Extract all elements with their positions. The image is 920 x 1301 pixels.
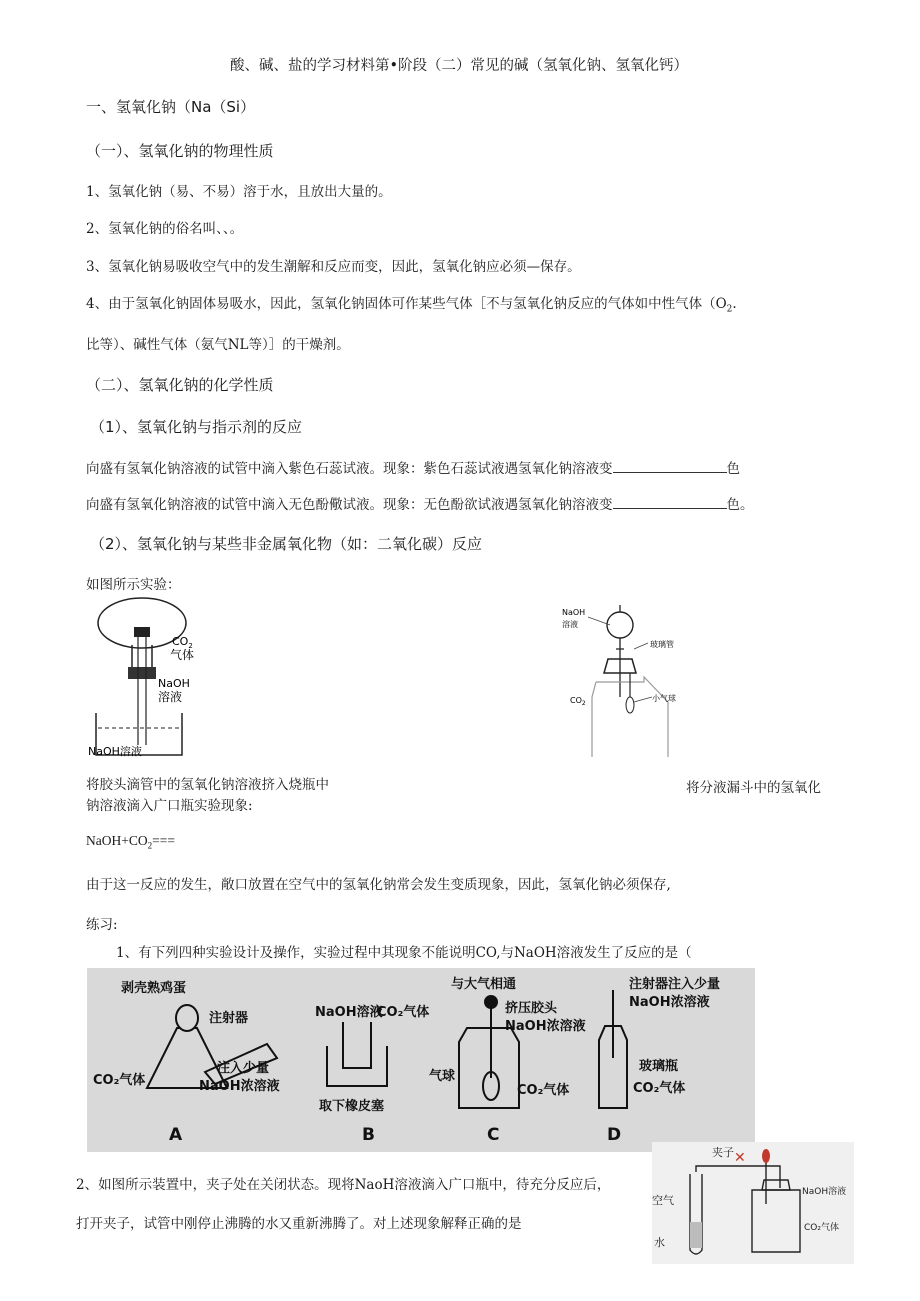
indicator-phenol-line — [86, 493, 754, 513]
subsection-chemical-properties: （二）、氢氧化钠的化学性质 — [86, 376, 274, 394]
practice-heading: 练习: — [86, 917, 118, 933]
fig1-co2-label: $CO_2$ — [172, 635, 193, 650]
fig3-co2-label: CO₂气体 — [804, 1223, 839, 1233]
equation-text: NaOH+CO — [86, 833, 148, 848]
panel-a-inject-label: 注入少量 — [217, 1061, 270, 1076]
indicator-phenol-end: 色。 — [726, 497, 754, 513]
caption-right: 将分液漏斗中的氢氧化 — [686, 780, 821, 796]
panel-b-co2-label: CO₂气体 — [377, 1005, 430, 1020]
panel-a-egg-label: 剥壳熟鸡蛋 — [121, 981, 187, 996]
equation-end: === — [152, 833, 175, 848]
panel-d-bottle-label: 玻璃瓶 — [639, 1059, 679, 1074]
panel-a-letter: A — [169, 1125, 183, 1145]
answer-blank[interactable] — [613, 496, 727, 509]
panel-b-stopper-label: 取下橡皮塞 — [319, 1099, 385, 1114]
panel-c-balloon-label: 气球 — [429, 1069, 456, 1084]
clip-apparatus-figure — [652, 1142, 854, 1264]
fig1-beaker-label: NaOH溶液 — [88, 745, 142, 758]
bottle-funnel-figure — [548, 597, 698, 762]
panel-a-co2-label: CO₂气体 — [93, 1073, 146, 1088]
fig1-naoh-label: NaOH — [158, 677, 190, 690]
indicator-litmus-line — [86, 457, 740, 477]
paragraph-1: 1、氢氧化钠（易、不易）溶于水，且放出大量的。 — [86, 184, 392, 200]
caption-left: 将胶头滴管中的氢氧化钠溶液挤入烧瓶中 — [86, 777, 329, 793]
section-heading-naoh: 一、氢氧化钠（Na（Si） — [86, 98, 256, 116]
fig3-naoh-label: NaOH溶液 — [802, 1187, 847, 1197]
panel-a-naoh-label: NaOH浓溶液 — [199, 1079, 280, 1094]
indicator-litmus-end: 色 — [726, 461, 740, 477]
caption-continued: 钠溶液滴入广口瓶实验现象: — [86, 798, 253, 814]
reaction-equation — [86, 833, 175, 851]
paragraph-4b: 比等）、碱性气体（氨气NL等）］的干燥剂。 — [86, 337, 350, 353]
question-1: 1、有下列四种实验设计及操作，实验过程中其现象不能说明CO,与NaOH溶液发生了反应的是（ — [116, 945, 692, 961]
panel-c-co2-label: CO₂气体 — [517, 1083, 570, 1098]
panel-d-co2-label: CO₂气体 — [633, 1081, 686, 1096]
panel-c-naoh-label: NaOH浓溶液 — [505, 1019, 586, 1034]
fig2-co2-label: $CO_2$ — [570, 696, 586, 707]
fig1-solution-label: 溶液 — [158, 690, 183, 704]
paragraph-4a — [86, 292, 737, 315]
fig3-air-label: 空气 — [652, 1194, 674, 1207]
answer-blank[interactable] — [613, 460, 727, 473]
subsection-co2-reaction: （2）、氢氧化钠与某些非金属氧化物（如：二氧化碳）反应 — [90, 535, 483, 553]
panel-c-squeeze-label: 挤压胶头 — [505, 1001, 558, 1016]
fig2-tube-label: 玻璃管 — [650, 640, 674, 649]
paragraph-4a-text: 4、由于氢氧化钠固体易吸水，因此，氢氧化钠固体可作某些气体［不与氢氧化钠反应的气体如中性气体（O — [86, 296, 727, 312]
four-experiment-panel — [87, 968, 755, 1152]
question-2-line-1: 2、如图所示装置中，夹子处在关闭状态。现将NaoH溶液滴入广口瓶中，待充分反应后， — [76, 1177, 611, 1193]
paragraph-3: 3、氢氧化钠易吸收空气中的发生潮解和反应而变，因此，氢氧化钠应必须—保存。 — [86, 259, 581, 275]
fig3-clip-label: 夹子 — [712, 1146, 734, 1159]
panel-c-letter: C — [487, 1125, 500, 1145]
indicator-phenol-text: 向盛有氢氧化钠溶液的试管中滴入无色酚儆试液。现象：无色酚欲试液遇氢氧化钠溶液变 — [86, 497, 613, 513]
fig3-water-label: 水 — [654, 1236, 665, 1249]
subscript: 2 — [726, 304, 733, 315]
paragraph-2: 2、氢氧化钠的俗名叫、、。 — [86, 221, 244, 237]
page-title: 酸、碱、盐的学习材料第•阶段（二）常见的碱（氢氧化钠、氢氧化钙） — [230, 58, 689, 74]
fig2-naoh-label: NaOH — [562, 608, 586, 617]
panel-d-naoh-label: NaOH浓溶液 — [629, 995, 710, 1010]
fig1-gas-label: 气体 — [170, 648, 195, 662]
question-2-line-2: 打开夹子，试管中刚停止沸腾的水又重新沸腾了。对上述现象解释正确的是 — [76, 1216, 522, 1232]
fig2-balloon-label: 小气球 — [652, 694, 676, 703]
panel-d-inject-label: 注射器注入少量 — [629, 977, 721, 992]
subsection-indicator-reaction: （1）、氢氧化钠与指示剂的反应 — [90, 418, 303, 436]
paragraph-4a-end: . — [732, 296, 737, 312]
panel-a-syringe-label: 注射器 — [209, 1011, 249, 1026]
clip-mark: ✕ — [734, 1150, 746, 1166]
panel-b-naoh-label: NaOH溶液 — [315, 1005, 383, 1020]
panel-c-air-label: 与大气相通 — [451, 977, 517, 992]
experiment-intro: 如图所示实验： — [86, 577, 181, 593]
panel-d-letter: D — [607, 1125, 622, 1145]
indicator-litmus-text: 向盛有氢氧化钠溶液的试管中滴入紫色石蕊试液。现象：紫色石蕊试液遇氢氧化钠溶液变 — [86, 461, 613, 477]
fig2-solution-label: 溶液 — [562, 620, 578, 629]
flask-experiment-figure — [82, 595, 202, 761]
deterioration-note: 由于这一反应的发生，敞口放置在空气中的氢氧化钠常会发生变质现象，因此，氢氧化钠必须保存, — [86, 877, 671, 893]
panel-b-letter: B — [362, 1125, 375, 1145]
subsection-physical-properties: （一）、氢氧化钠的物理性质 — [86, 142, 274, 160]
equation-subscript: 2 — [147, 840, 153, 851]
